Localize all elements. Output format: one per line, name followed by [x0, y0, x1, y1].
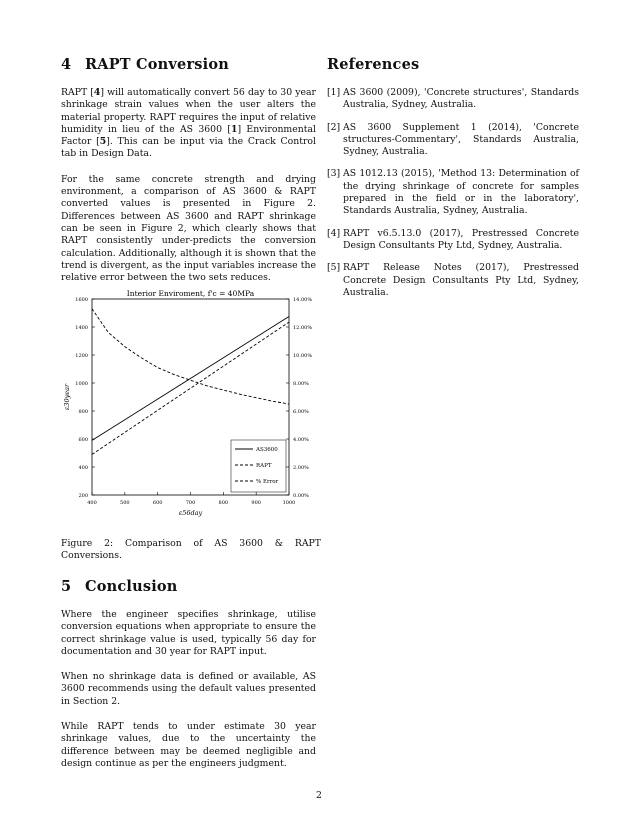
y-tick-label: 200: [78, 493, 88, 499]
paragraph: When no shrinkage data is defined or available, AS 3600 recommends using the default values presented in Section 2.: [61, 671, 316, 707]
reference-list: [327, 87, 579, 299]
section-number: 5: [61, 578, 72, 595]
x-axis-label: ε56day: [178, 509, 203, 517]
y2-tick-label: 12.00%: [293, 325, 313, 331]
reference-text: RAPT v6.5.13.0 (2017), Prestressed Concrete Design Consultants Pty Ltd, Sydney, Australia.: [343, 227, 579, 251]
reference-item: [327, 122, 579, 159]
reference-item: [327, 168, 579, 217]
legend-label: % Error: [256, 479, 279, 485]
citation-link[interactable]: 4: [93, 87, 101, 98]
series-line-as3600: [92, 317, 289, 441]
y2-tick-label: 2.00%: [293, 465, 309, 471]
figure-caption-wrap: [61, 530, 321, 563]
y-tick-label: 1600: [75, 297, 88, 303]
y-tick-label: 800: [78, 409, 88, 415]
reference-number: [4]: [327, 227, 341, 239]
reference-item: [327, 228, 579, 253]
figure-chart: [61, 285, 321, 520]
x-tick-label: 900: [251, 500, 261, 506]
paragraph: For the same concrete strength and drying environment, a comparison of AS 3600 & RAPT converted values is presented in Figure 2. Differences between AS 3600 and RAPT shrinkage can be seen in Figure 2, which clearly shows that RAPT consistently under-predicts the conversion calculation. Additionally, although it is shown that the trend is divergent, as the input variables increase the relative error between the two sets reduces.: [61, 173, 316, 284]
y2-tick-label: 14.00%: [293, 297, 313, 303]
reference-item: [327, 262, 579, 299]
y-tick-label: 600: [78, 437, 88, 443]
section-heading: [61, 578, 316, 595]
y2-tick-label: 10.00%: [293, 353, 313, 359]
reference-text: AS 1012.13 (2015), 'Method 13: Determination of the drying shrinkage of concrete for samples prepared in the field or in the laboratory', Standards Australia, Sydney, Australia.: [343, 168, 579, 217]
y-tick-label: 1000: [75, 381, 88, 387]
chart-title: Interior Enviroment, f'c = 40MPa: [126, 289, 255, 298]
citation-link[interactable]: 1: [230, 123, 238, 135]
series-line-rapt: [92, 322, 289, 454]
reference-text: RAPT Release Notes (2017), Prestressed Concrete Design Consultants Pty Ltd, Sydney, Australia.: [343, 262, 579, 298]
y-tick-label: 1200: [75, 353, 88, 359]
section-heading: [61, 56, 316, 73]
y2-tick-label: 8.00%: [293, 381, 309, 387]
section-title: RAPT Conversion: [85, 56, 229, 73]
x-tick-label: 600: [152, 500, 163, 506]
y-axis-label: ε30year: [63, 383, 71, 411]
y2-tick-label: 0.00%: [293, 493, 309, 499]
reference-number: [3]: [327, 168, 341, 180]
section-number: 4: [61, 56, 72, 73]
x-tick-label: 1000: [282, 500, 296, 506]
x-tick-label: 700: [185, 500, 196, 506]
paragraph: Where the engineer specifies shrinkage, utilise conversion equations when appropriate to ensure the correct shrinkage value is used, typically 56 day for documentation and 30 year for RAPT input.: [61, 609, 316, 657]
page-number: 2: [316, 790, 322, 801]
reference-text: AS 3600 Supplement 1 (2014), 'Concrete structures-Commentary', Standards Australia, Sydney, Australia.: [343, 121, 579, 158]
x-tick-label: 800: [218, 500, 229, 506]
references-heading: References: [327, 56, 420, 73]
y-tick-label: 400: [78, 465, 88, 471]
reference-item: [327, 87, 579, 112]
reference-text: AS 3600 (2009), 'Concrete structures', Standards Australia, Sydney, Australia.: [343, 87, 579, 111]
text-run: ]. This can be input via the Crack Control tab in Design Data.: [61, 136, 316, 160]
series-line--error: [92, 309, 289, 404]
reference-number: [1]: [327, 87, 341, 98]
x-tick-label: 500: [120, 500, 130, 506]
text-run: RAPT [: [61, 87, 94, 98]
y2-tick-label: 4.00%: [293, 437, 309, 443]
paragraph: While RAPT tends to under estimate 30 year shrinkage values, due to the uncertainty the difference between may be deemed negligible and design continue as per the engineers judgment.: [61, 721, 316, 769]
paragraph: [61, 87, 316, 161]
reference-number: [5]: [327, 262, 341, 274]
section-title: Conclusion: [85, 578, 178, 595]
section-conclusion: [61, 578, 316, 783]
citation-link[interactable]: 5: [99, 136, 107, 148]
y-tick-label: 1400: [75, 325, 88, 331]
line-chart: [61, 285, 321, 520]
reference-number: [2]: [327, 121, 341, 133]
legend-label: AS3600: [256, 447, 278, 453]
section-rapt-conversion: [61, 56, 316, 297]
figure-caption: Figure 2: Comparison of AS 3600 & RAPT Conversions.: [61, 538, 321, 562]
x-tick-label: 400: [87, 500, 97, 506]
text-run: ] Environmental Factor [: [61, 123, 316, 148]
legend-label: RAPT: [256, 463, 272, 469]
y2-tick-label: 6.00%: [293, 409, 309, 415]
text-run: ] will automatically convert 56 day to 30 year shrinkage strain values when the user alters the material property. RAPT requires the input of relative humidity in lieu of the AS 3600 [: [61, 87, 316, 135]
references-section: [327, 56, 579, 309]
